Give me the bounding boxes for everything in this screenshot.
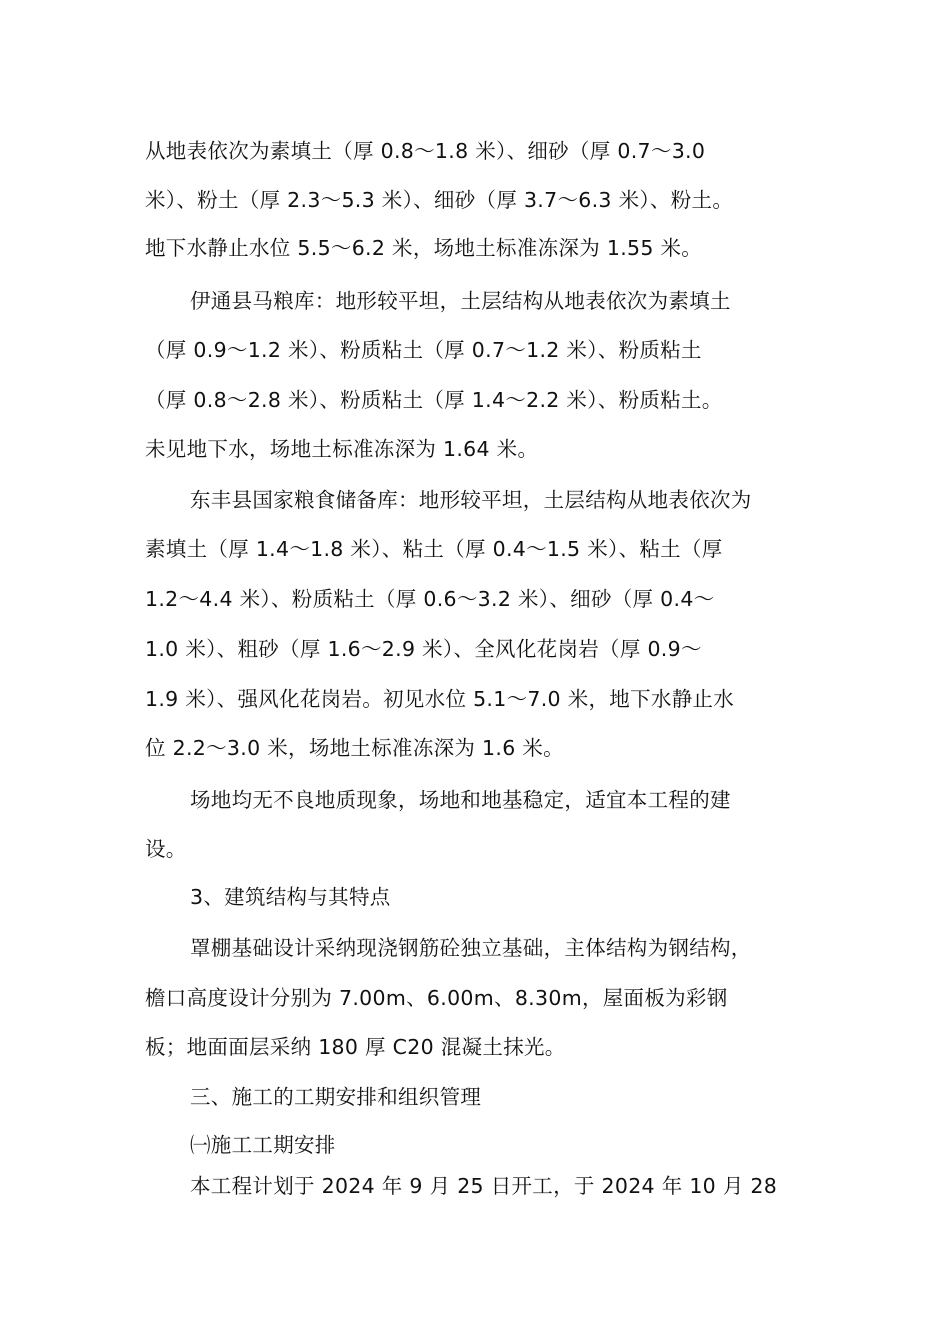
- paragraph-start-line: 罩棚基础设计采纳现浇钢筋砼独立基础，主体结构为钢结构，: [190, 936, 752, 960]
- subsection-heading: ㈠施工工期安排: [190, 1133, 336, 1157]
- paragraph-start-line: 东丰县国家粮食储备库：地形较平坦，土层结构从地表依次为: [190, 488, 752, 512]
- text-line: 1.2～4.4 米）、粉质粘土（厚 0.6～3.2 米）、细砂（厚 0.4～: [145, 587, 715, 611]
- text-line: 1.9 米）、强风化花岗岩。初见水位 5.1～7.0 米，地下水静止水: [145, 687, 735, 711]
- text-line: 檐口高度设计分别为 7.00m、6.00m、8.30m，屋面板为彩钢: [145, 986, 728, 1010]
- text-line: 素填土（厚 1.4～1.8 米）、粘土（厚 0.4～1.5 米）、粘土（厚: [145, 537, 723, 561]
- text-line: 设。: [145, 837, 187, 861]
- text-line: 未见地下水，场地土标准冻深为 1.64 米。: [145, 437, 539, 461]
- text-line: 米）、粉土（厚 2.3～5.3 米）、细砂（厚 3.7～6.3 米）、粉土。: [145, 188, 734, 212]
- text-line: 地下水静止水位 5.5～6.2 米，场地土标准冻深为 1.55 米。: [145, 236, 703, 260]
- paragraph-start-line: 伊通县马粮库：地形较平坦，土层结构从地表依次为素填土: [190, 289, 731, 313]
- section-heading: 3、建筑结构与其特点: [190, 885, 391, 909]
- text-line: （厚 0.8～2.8 米）、粉质粘土（厚 1.4～2.2 米）、粉质粘土。: [145, 388, 723, 412]
- text-line: （厚 0.9～1.2 米）、粉质粘土（厚 0.7～1.2 米）、粉质粘土: [145, 338, 702, 362]
- text-line: 位 2.2～3.0 米，场地土标准冻深为 1.6 米。: [145, 736, 564, 760]
- paragraph-start-line: 本工程计划于 2024 年 9 月 25 日开工，于 2024 年 10 月 28: [190, 1174, 778, 1198]
- chapter-heading: 三、施工的工期安排和组织管理: [190, 1085, 482, 1109]
- text-line: 1.0 米）、粗砂（厚 1.6～2.9 米）、全风化花岗岩（厚 0.9～: [145, 637, 702, 661]
- text-line: 从地表依次为素填土（厚 0.8～1.8 米）、细砂（厚 0.7～3.0: [145, 139, 706, 163]
- paragraph-start-line: 场地均无不良地质现象，场地和地基稳定，适宜本工程的建: [190, 788, 731, 812]
- text-line: 板；地面面层采纳 180 厚 C20 混凝土抹光。: [145, 1035, 566, 1059]
